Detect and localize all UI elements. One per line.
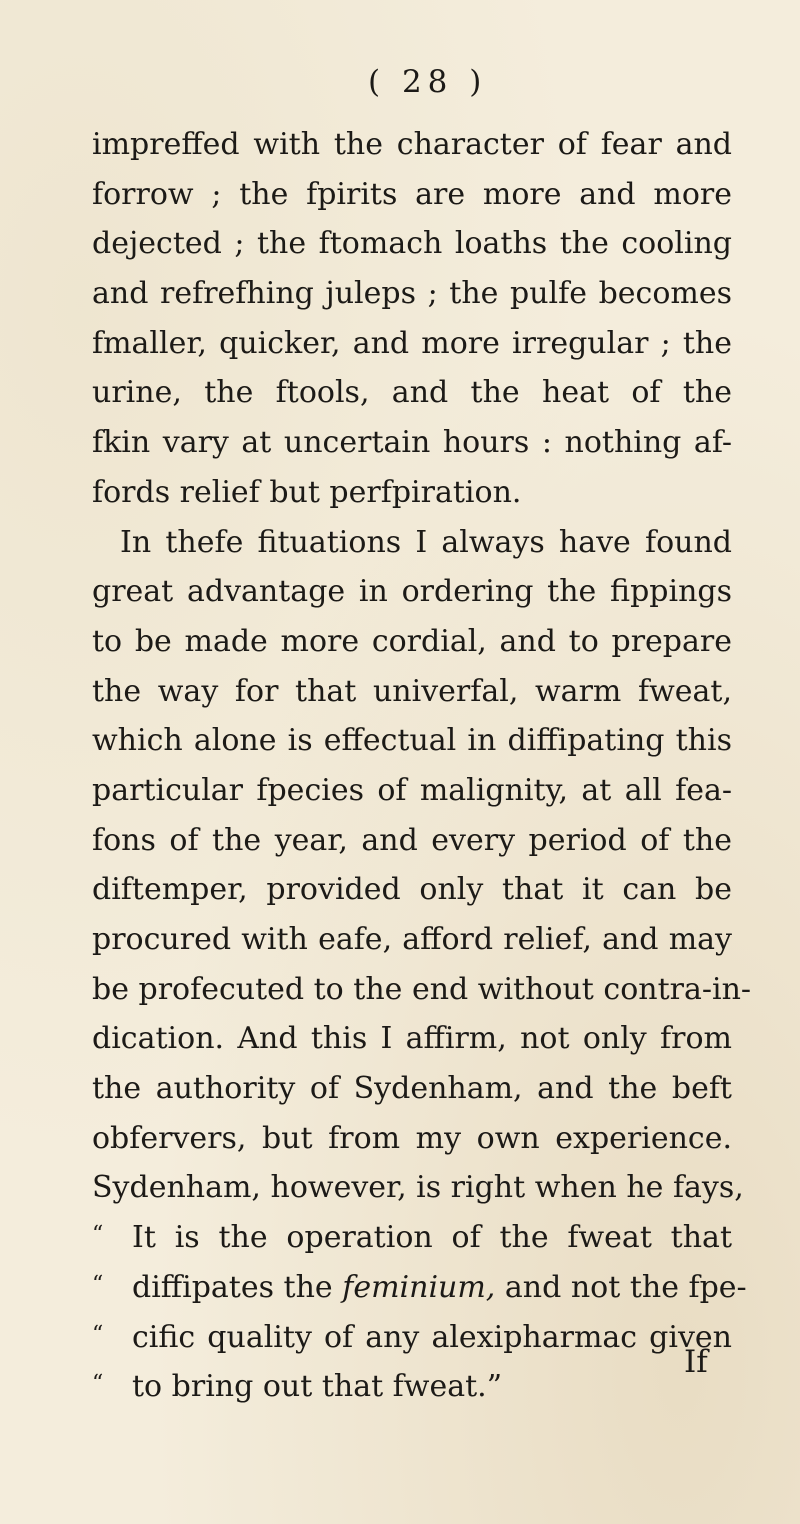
page-number: ( 28 ): [368, 64, 488, 100]
quote-line: [92, 1213, 732, 1263]
text-line: and refrefhing juleps ; the pulfe becomes: [92, 276, 732, 312]
quote-mark: “: [92, 1371, 104, 1397]
quote-text: diffipates the: [132, 1269, 333, 1305]
quote-italic-term: feminium,: [342, 1269, 496, 1305]
text-line: In thefe fituations I always have found: [120, 524, 732, 560]
text-line: dejected ; the ftomach loaths the cooling: [92, 226, 732, 262]
body-text: [92, 120, 752, 1412]
quote-text: It is the operation of the fweat that: [132, 1220, 732, 1256]
text-line: forrow ; the fpirits are more and more: [92, 176, 732, 212]
text-line: urine, the ftools, and the heat of the: [92, 375, 732, 411]
quote-text: and not the fpe-: [504, 1269, 747, 1305]
quote-mark: “: [92, 1321, 104, 1347]
text-line: impreffed with the character of fear and: [92, 127, 732, 162]
quote-text: to bring out that fweat.”: [132, 1369, 503, 1405]
text-line: which alone is effectual in diffipating this: [92, 723, 732, 759]
quote-line: [92, 1362, 732, 1412]
quote-line: [92, 1263, 747, 1313]
text-line: fmaller, quicker, and more irregular ; the: [92, 325, 732, 361]
text-line: fkin vary at uncertain hours : nothing af-: [92, 425, 732, 461]
quote-mark: “: [92, 1222, 104, 1248]
quote-text: cific quality of any alexipharmac given: [132, 1319, 732, 1355]
text-line: Sydenham, however, is right when he fays,: [92, 1170, 744, 1206]
text-line: fons of the year, and every period of the: [92, 822, 732, 858]
text-line: particular fpecies of malignity, at all fea-: [92, 772, 732, 808]
catchword: If: [684, 1344, 708, 1380]
text-line: great advantage in ordering the fippings: [92, 574, 732, 610]
text-line: the way for that univerfal, warm fweat,: [92, 673, 732, 709]
quote-mark: “: [92, 1271, 104, 1297]
text-line: obfervers, but from my own experience.: [92, 1120, 732, 1156]
text-line: fords relief but perfpiration.: [92, 474, 522, 510]
text-line: dication. And this I affirm, not only from: [92, 1021, 732, 1057]
text-line: the authority of Sydenham, and the beft: [92, 1071, 732, 1107]
text-line: be profecuted to the end without contra-in-: [92, 971, 752, 1007]
text-line: procured with eafe, afford relief, and may: [92, 922, 732, 957]
quote-line: [92, 1313, 732, 1363]
text-line: to be made more cordial, and to prepare: [92, 623, 732, 659]
text-line: diftemper, provided only that it can be: [92, 872, 732, 908]
